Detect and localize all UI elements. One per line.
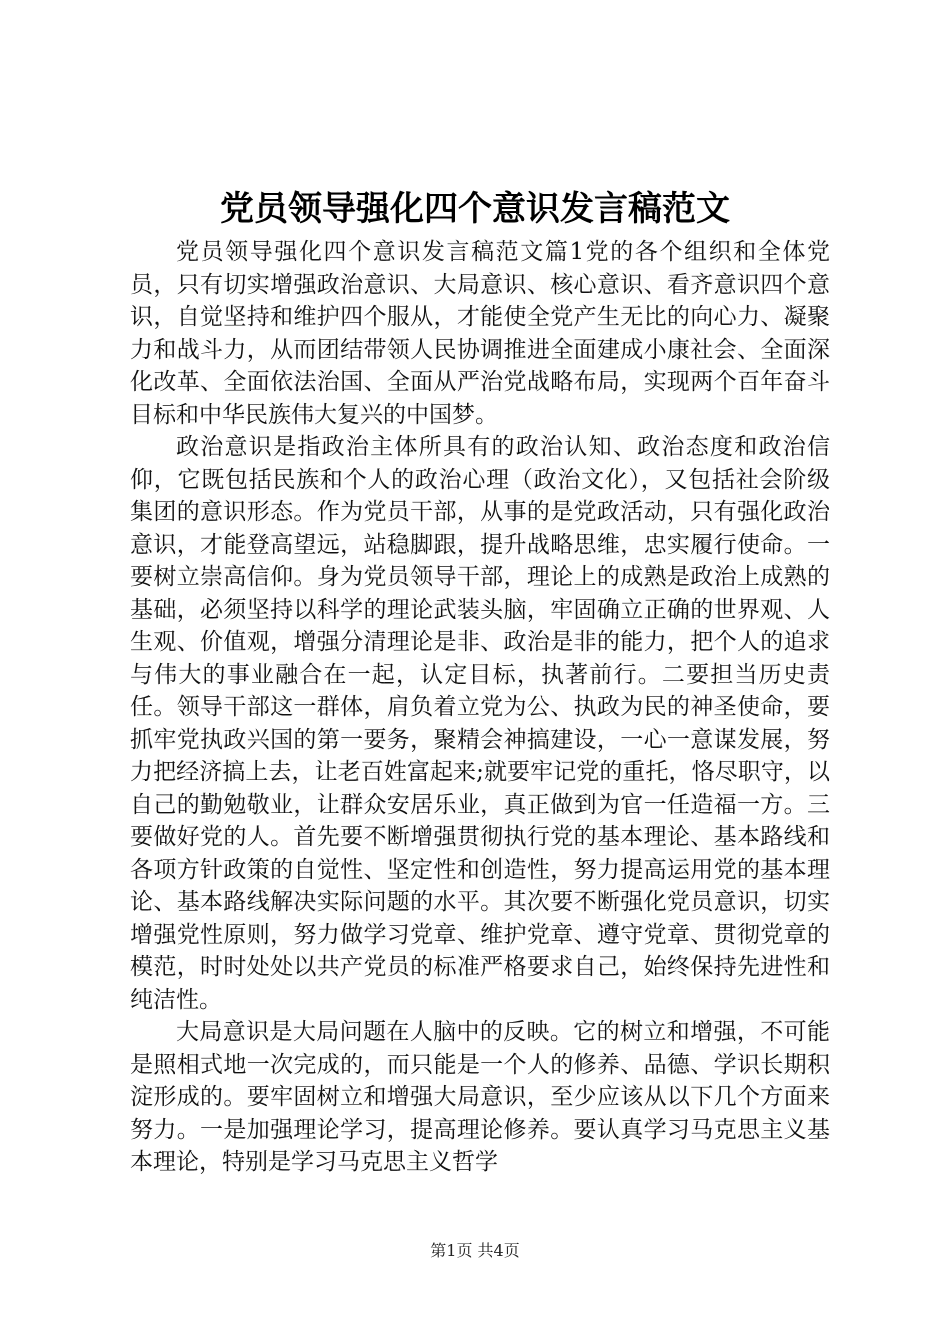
- document-body: [130, 236, 830, 1179]
- paragraph-intro: 党员领导强化四个意识发言稿范文篇1党的各个组织和全体党员，只有切实增强政治意识、大局意识、核心意识、看齐意识四个意识，自觉坚持和维护四个服从，才能使全党产生无比的向心力、凝聚力和战斗力，从而团结带领人民协调推进全面建成小康社会、全面深化改革、全面依法治国、全面从严治党战略布局，实现两个百年奋斗目标和中华民族伟大复兴的中国梦。: [130, 239, 830, 428]
- document-title: 党员领导强化四个意识发言稿范文: [220, 189, 730, 229]
- page-number-footer: 第1页 共4页: [430, 1241, 520, 1260]
- paragraph-overall-awareness: 大局意识是大局问题在人脑中的反映。它的树立和增强，不可能是照相式地一次完成的，而只能是一个人的修养、品德、学识长期积淀形成的。要牢固树立和增强大局意识，至少应该从以下几个方面来努力。一是加强理论学习，提高理论修养。要认真学习马克思主义基本理论，特别是学习马克思主义哲学: [130, 1019, 830, 1175]
- paragraph-political-awareness: 政治意识是指政治主体所具有的政治认知、政治态度和政治信仰，它既包括民族和个人的政治心理（政治文化），又包括社会阶级集团的意识形态。作为党员干部，从事的是党政活动，只有强化政治意识，才能登高望远，站稳脚跟，提升战略思维，忠实履行使命。一要树立崇高信仰。身为党员领导干部，理论上的成熟是政治上成熟的基础，必须坚持以科学的理论武装头脑，牢固确立正确的世界观、人生观、价值观，增强分清理论是非、政治是非的能力，把个人的追求与伟大的事业融合在一起，认定目标，执著前行。二要担当历史责任。领导干部这一群体，肩负着立党为公、执政为民的神圣使命，要抓牢党执政兴国的第一要务，聚精会神搞建设，一心一意谋发展，努力把经济搞上去，让老百姓富起来;就要牢记党的重托，恪尽职守，以自己的勤勉敬业，让群众安居乐业，真正做到为官一任造福一方。三要做好党的人。首先要不断增强贯彻执行党的基本理论、基本路线和各项方针政策的自觉性、坚定性和创造性，努力提高运用党的基本理论、基本路线解决实际问题的水平。其次要不断强化党员意识，切实增强党性原则，努力做学习党章、维护党章、遵守党章、贯彻党章的模范，时时处处以共产党员的标准严格要求自己，始终保持先进性和纯洁性。: [130, 434, 830, 1013]
